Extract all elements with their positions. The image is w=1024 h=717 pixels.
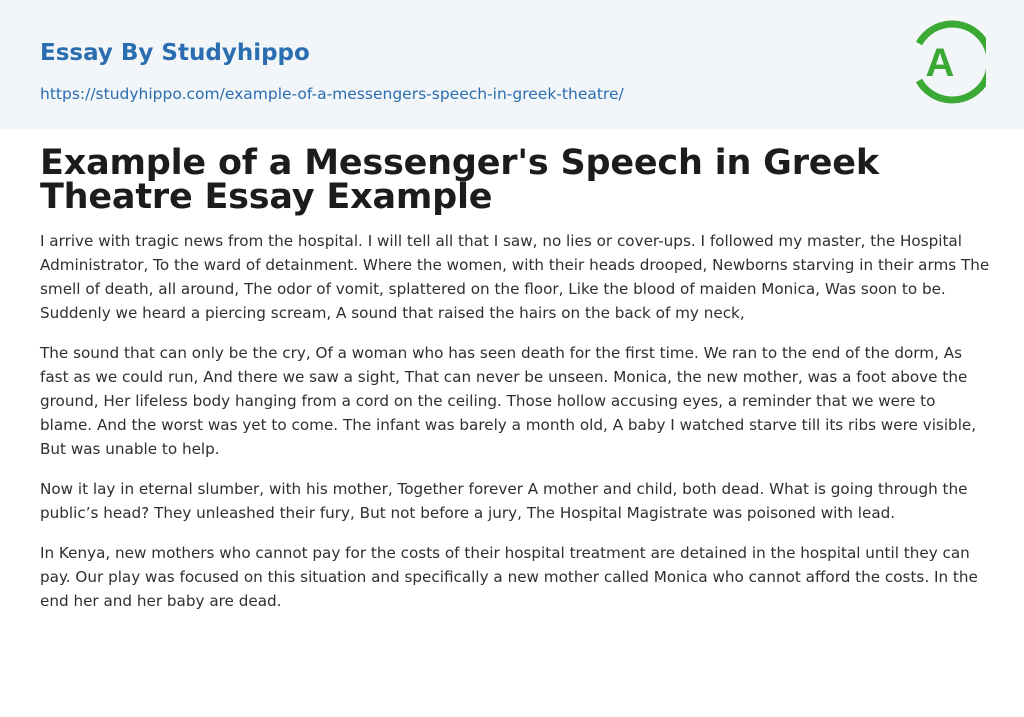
studyhippo-logo[interactable] bbox=[912, 20, 986, 106]
page-title: Example of a Messenger's Speech in Greek Theatre Essay Example bbox=[40, 143, 879, 217]
essay-paragraph: I arrive with tragic news from the hospital. I will tell all that I saw, no lies or cover-ups. I followed my master, the Hospital Administrator, To the ward of detainment. Where the women, with their heads drooped, Newborns starving in their arms The smell of death, all around, The odor of vomit, splattered on the floor, Like the blood of maiden Monica, Was soon to be. Suddenly we heard a piercing scream, A sound that raised the hairs on the back of my neck, bbox=[40, 232, 990, 322]
logo-letter: A bbox=[925, 41, 955, 85]
essay-body bbox=[40, 229, 990, 629]
site-header bbox=[0, 0, 1024, 129]
site-title[interactable]: Essay By Studyhippo bbox=[40, 40, 310, 66]
essay-paragraph: Now it lay in eternal slumber, with his mother, Together forever A mother and child, both dead. What is going through the public’s head? They unleashed their fury, But not before a jury, The Hospital Magistrate was poisoned with lead. bbox=[40, 480, 968, 522]
essay-paragraph: In Kenya, new mothers who cannot pay for the costs of their hospital treatment are detained in the hospital until they can pay. Our play was focused on this situation and specifically a new mother called Monica who cannot afford the costs. In the end her and her baby are dead. bbox=[40, 544, 978, 610]
article-url-link[interactable]: https://studyhippo.com/example-of-a-messengers-speech-in-greek-theatre/ bbox=[40, 85, 624, 103]
essay-paragraph: The sound that can only be the cry, Of a woman who has seen death for the first time. We ran to the end of the dorm, As fast as we could run, And there we saw a sight, That can never be unseen. Monica, the new mother, was a foot above the ground, Her lifeless body hanging from a cord on the ceiling. Those hollow accusing eyes, a reminder that we were to blame. And the worst was yet to come. The infant was barely a month old, A baby I watched starve till its ribs were visible, But was unable to help. bbox=[40, 344, 977, 458]
logo-ring-icon bbox=[912, 20, 986, 106]
